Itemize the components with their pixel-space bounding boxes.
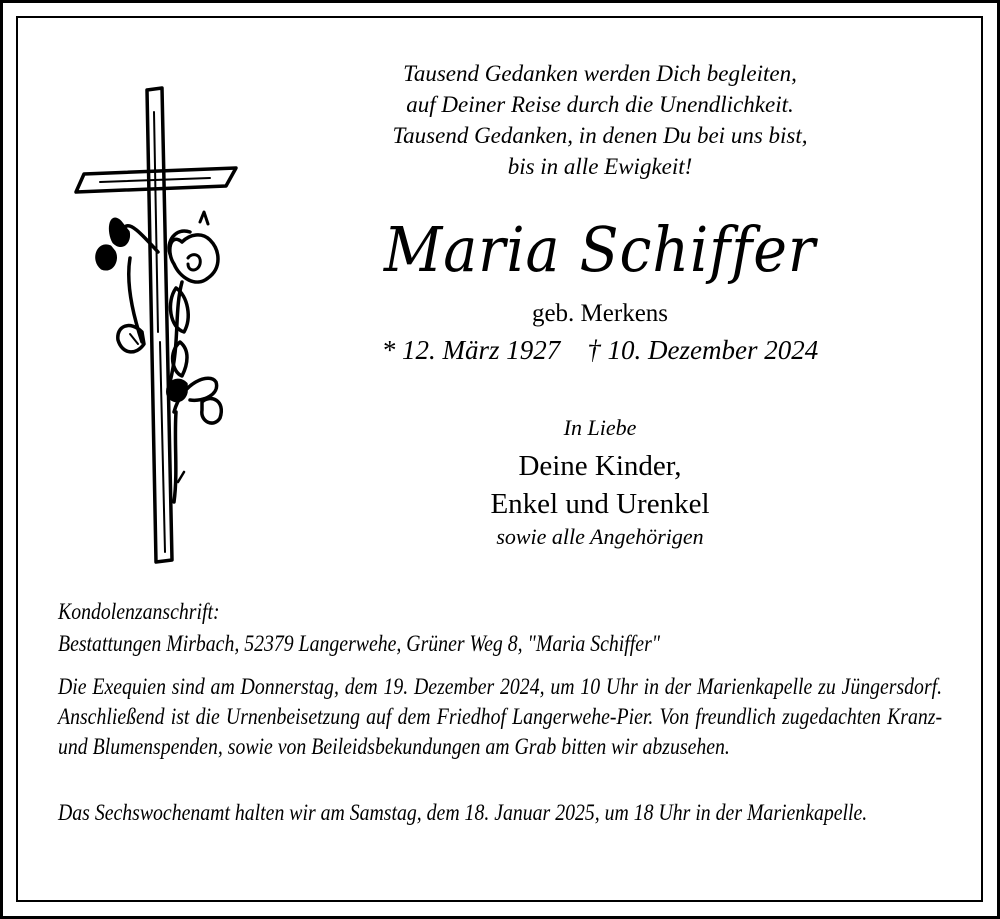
mourners-grandchildren: Enkel und Urenkel xyxy=(490,488,710,520)
deceased-name: Maria Schiffer xyxy=(383,213,817,286)
poem-line: Tausend Gedanken, in denen Du bei uns bist, xyxy=(392,123,808,148)
mourners-relatives: sowie alle Angehörigen xyxy=(496,524,704,549)
funeral-notice: Die Exequien sind am Donnerstag, dem 19. Dezember 2024, um 10 Uhr in der Marienkapelle zu Jüngersdorf. Anschließend ist die Urnenbeisetzung auf dem Friedhof Langerwehe-Pier. Von freundlich zugedachten Kranz- und Blumenspenden, sowie von Beileidsbekundungen am Grab bitten wir abzusehen. xyxy=(58,674,943,759)
cross-with-rose-icon xyxy=(70,82,250,572)
mourners-children: Deine Kinder, xyxy=(518,450,682,482)
memorial-mass-notice: Das Sechswochenamt halten wir am Samstag, dem 18. Januar 2025, um 18 Uhr in der Marienkapelle. xyxy=(58,800,868,825)
life-dates: * 12. März 1927 † 10. Dezember 2024 xyxy=(381,335,819,365)
poem-line: Tausend Gedanken werden Dich begleiten, xyxy=(403,61,797,86)
condolence-address: Bestattungen Mirbach, 52379 Langerwehe, Grüner Weg 8, "Maria Schiffer" xyxy=(58,631,661,656)
memorial-poem xyxy=(330,58,870,182)
in-love-label: In Liebe xyxy=(563,415,637,440)
maiden-name: geb. Merkens xyxy=(531,300,669,327)
condolence-label: Kondolenzanschrift: xyxy=(58,599,220,624)
poem-line: auf Deiner Reise durch die Unendlichkeit. xyxy=(406,92,794,117)
poem-line: bis in alle Ewigkeit! xyxy=(507,154,693,179)
